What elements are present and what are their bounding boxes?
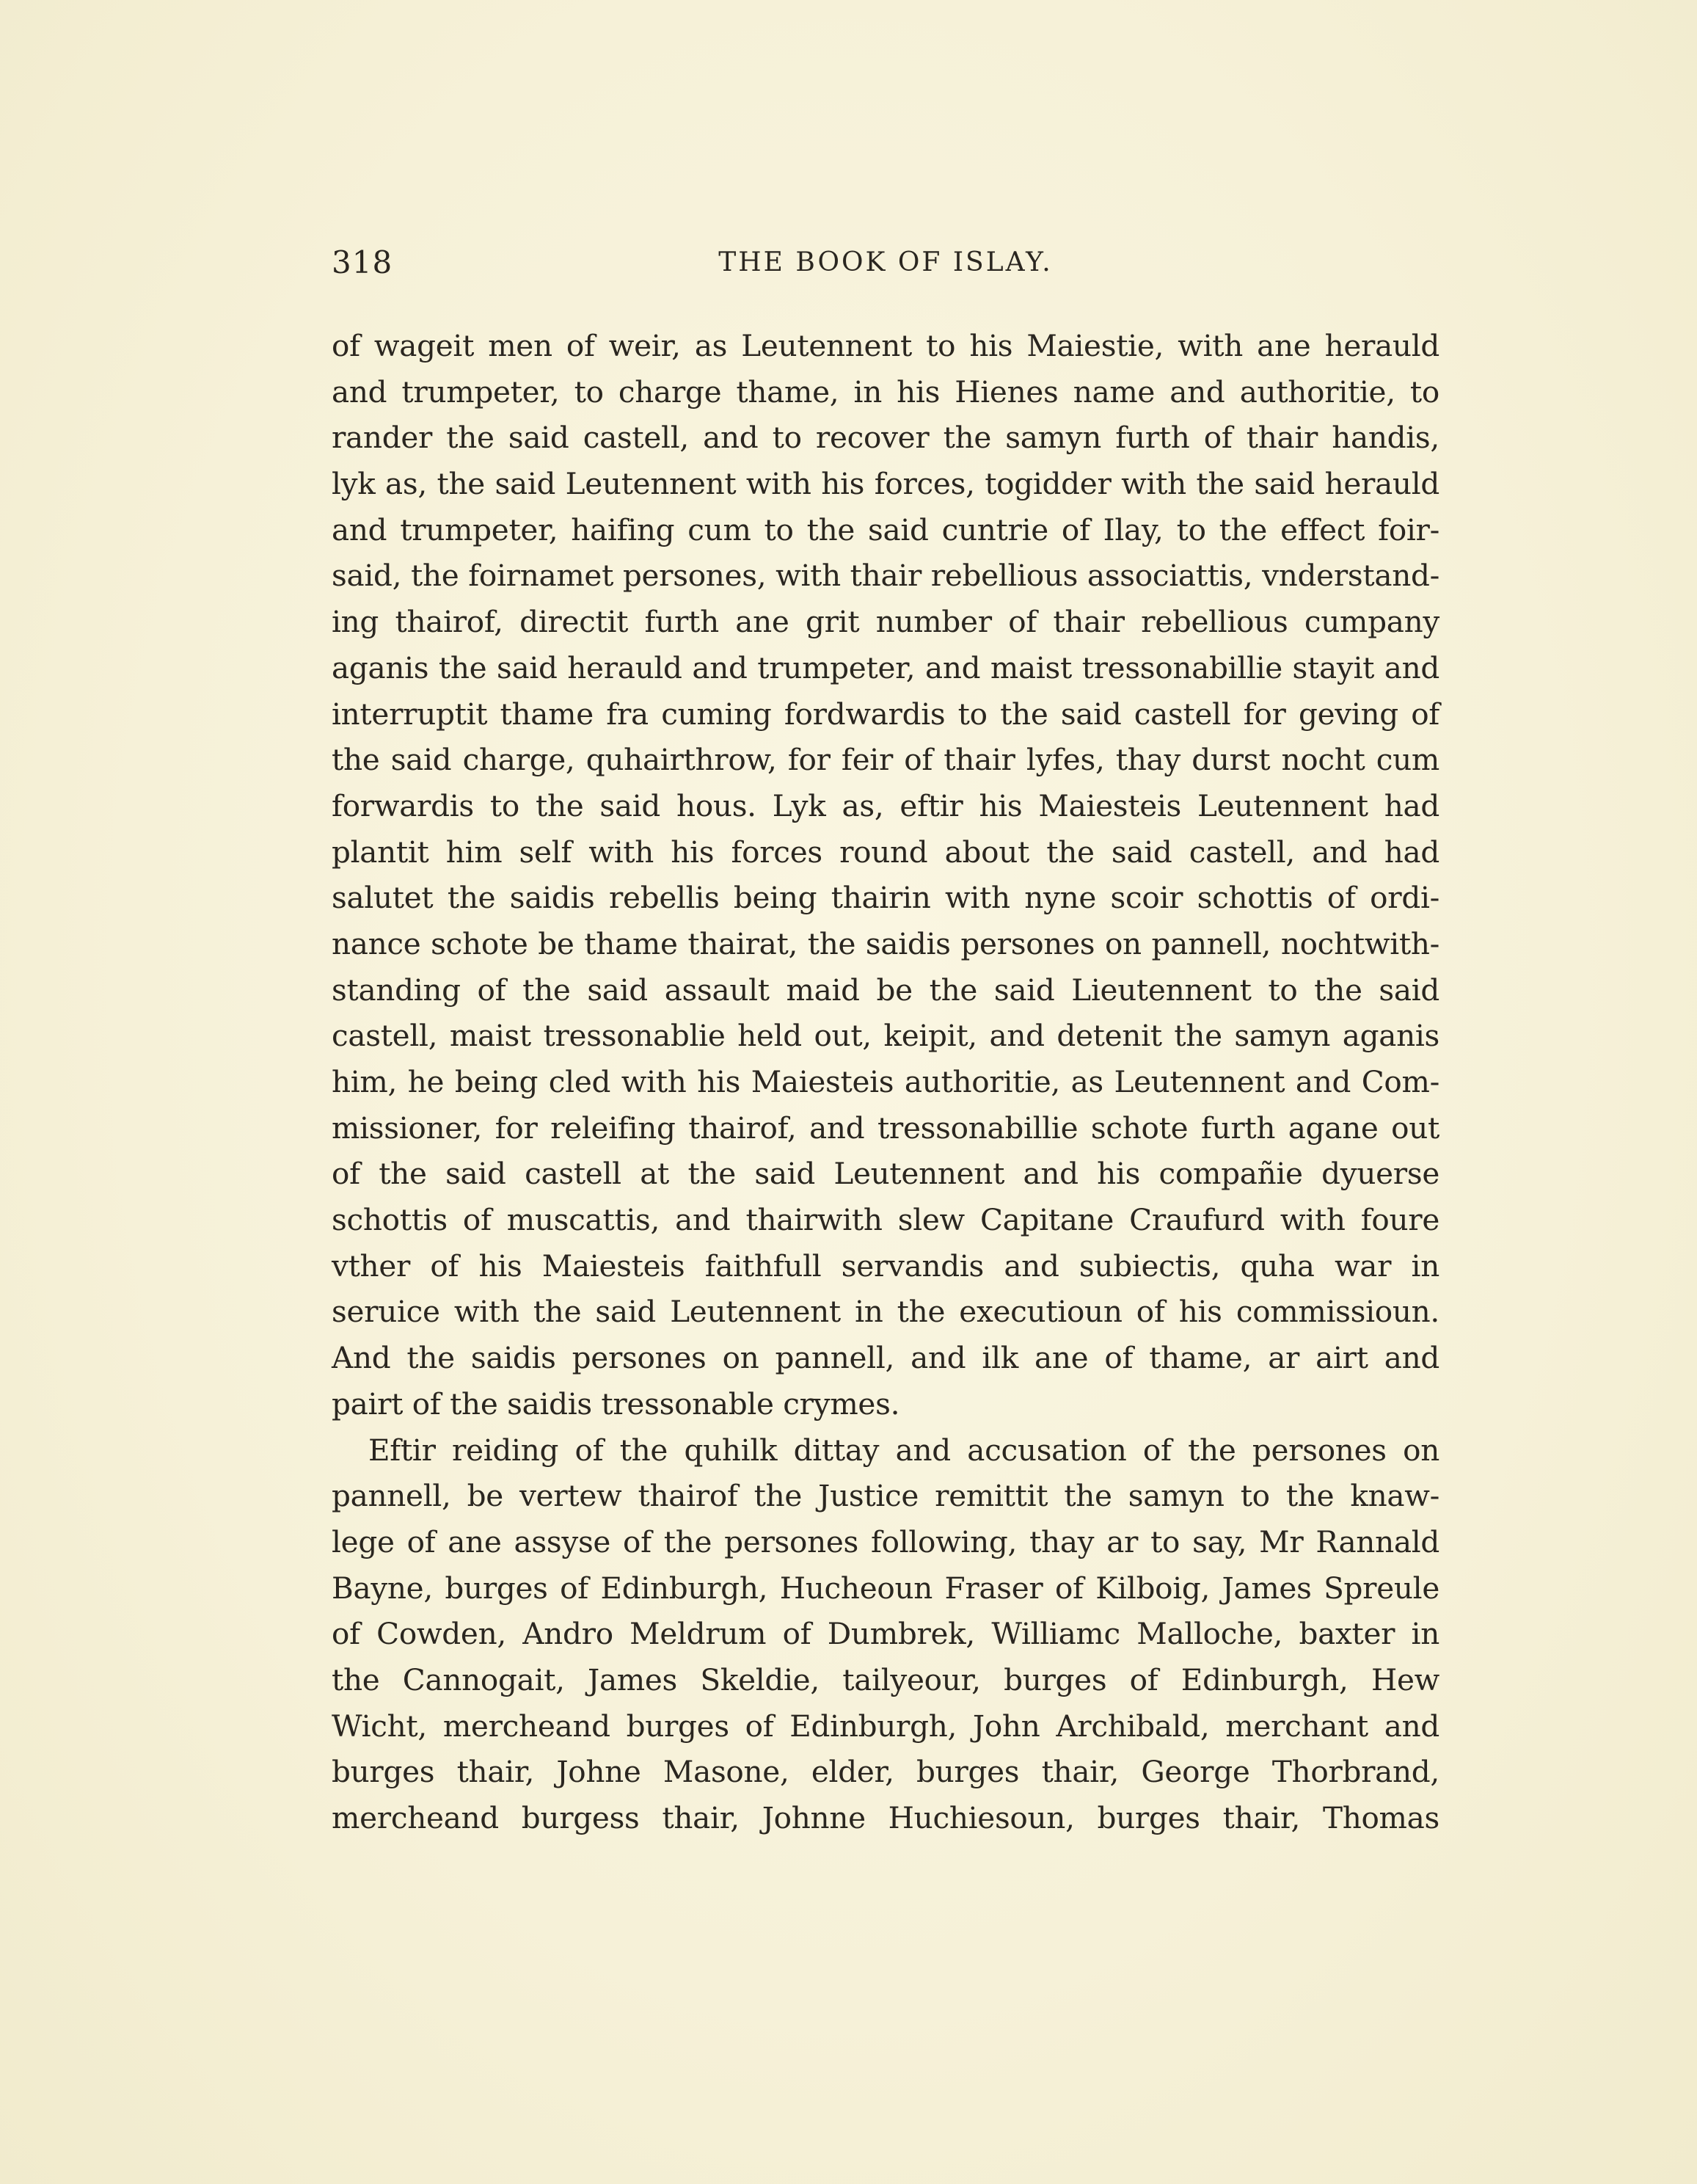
text-line: rander the said castell, and to recover the samyn furth of thair handis,	[332, 420, 1439, 456]
page-header	[332, 244, 1439, 288]
text-line: said, the foirnamet persones, with thair rebellious associattis, vnderstand-	[332, 558, 1439, 594]
text-line: missioner, for releifing thairof, and tressonabillie schote furth agane out	[332, 1110, 1439, 1146]
text-line: mercheand burgess thair, Johnne Huchiesoun, burges thair, Thomas	[332, 1800, 1439, 1835]
text-line: ing thairof, directit furth ane grit number of thair rebellious cumpany	[332, 604, 1439, 640]
text-line: lege of ane assyse of the persones following, thay ar to say, Mr Rannald	[332, 1524, 1439, 1559]
text-line: vther of his Maiesteis faithfull servandis and subiectis, quha war in	[332, 1248, 1439, 1284]
text-line: interruptit thame fra cuming fordwardis to the said castell for geving of	[332, 696, 1439, 732]
paragraph-end-line: pairt of the saidis tressonable crymes.	[332, 1386, 900, 1422]
text-line: and trumpeter, to charge thame, in his Hienes name and authoritie, to	[332, 374, 1439, 410]
text-line: burges thair, Johne Masone, elder, burges thair, George Thorbrand,	[332, 1754, 1439, 1790]
text-line: and trumpeter, haifing cum to the said cuntrie of Ilay, to the effect foir-	[332, 512, 1439, 547]
text-line: of wageit men of weir, as Leutennent to his Maiestie, with ane herauld	[332, 328, 1439, 363]
page-number: 318	[332, 244, 393, 280]
text-line: seruice with the said Leutennent in the executioun of his commissioun.	[332, 1294, 1439, 1330]
running-title: THE BOOK OF ISLAY.	[718, 247, 1053, 277]
text-line: of the said castell at the said Leutennent and his compañie dyuerse	[332, 1156, 1439, 1192]
text-line: standing of the said assault maid be the said Lieutennent to the said	[332, 972, 1439, 1008]
text-line: the said charge, quhairthrow, for feir of thair lyfes, thay durst nocht cum	[332, 742, 1439, 778]
paragraph-start-line: Eftir reiding of the quhilk dittay and accusation of the persones on	[368, 1432, 1439, 1468]
text-line: lyk as, the said Leutennent with his forces, togidder with the said herauld	[332, 466, 1439, 502]
text-line: him, he being cled with his Maiesteis authoritie, as Leutennent and Com-	[332, 1064, 1439, 1099]
text-line: aganis the said herauld and trumpeter, and maist tressonabillie stayit and	[332, 649, 1439, 685]
text-line: of Cowden, Andro Meldrum of Dumbrek, Williamc Malloche, baxter in	[332, 1616, 1439, 1652]
text-line: salutet the saidis rebellis being thairin with nyne scoir schottis of ordi-	[332, 880, 1439, 916]
text-line: schottis of muscattis, and thairwith slew Capitane Craufurd with foure	[332, 1202, 1439, 1238]
text-line: plantit him self with his forces round about the said castell, and had	[332, 834, 1439, 870]
text-line: Bayne, burges of Edinburgh, Hucheoun Fraser of Kilboig, James Spreule	[332, 1570, 1439, 1606]
text-line: the Cannogait, James Skeldie, tailyeour, burges of Edinburgh, Hew	[332, 1661, 1439, 1697]
body-text	[332, 323, 1439, 1841]
text-line: nance schote be thame thairat, the saidis persones on pannell, nochtwith-	[332, 925, 1439, 961]
text-line: And the saidis persones on pannell, and ilk ane of thame, ar airt and	[332, 1340, 1439, 1376]
text-line: forwardis to the said hous. Lyk as, eftir his Maiesteis Leutennent had	[332, 787, 1439, 823]
text-line: Wicht, mercheand burges of Edinburgh, John Archibald, merchant and	[332, 1708, 1439, 1744]
text-line: castell, maist tressonablie held out, keipit, and detenit the samyn aganis	[332, 1018, 1439, 1054]
text-line: pannell, be vertew thairof the Justice remittit the samyn to the knaw-	[332, 1478, 1439, 1514]
